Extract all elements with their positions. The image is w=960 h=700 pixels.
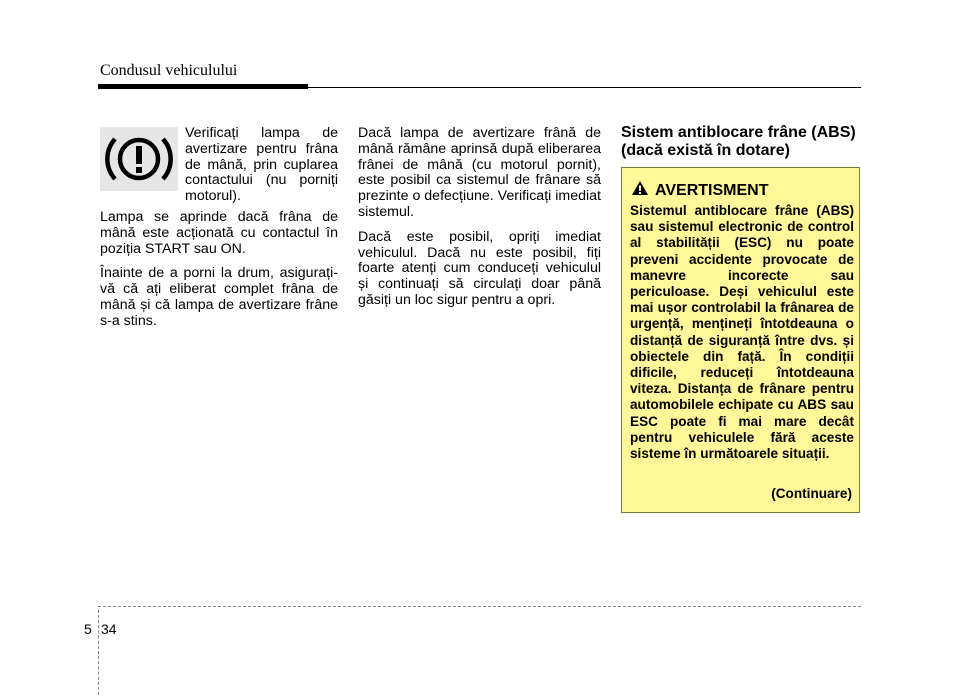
intro-text: Verificați lampa de avertizare pentru frâna de mână, prin cuplarea contactului (nu porniți motorul). [185,125,338,205]
warning-heading-text: AVERTISMENT [655,181,769,199]
paragraph: Dacă este posibil, opriți imediat vehiculul. Dacă nu este posibil, fiți foarte atenți cum conduceți vehiculul și continuați să circulați doar până găsiți un loc sigur pentru a opri. [358,228,601,308]
paragraph: Lampa se aprinde dacă frâna de mână este acționată cu contactul în poziția START sau ON. [100,209,338,257]
paragraph: Dacă lampa de avertizare frână de mână rămâne aprinsă după eliberarea frânei de mână (cu motorul pornit), este posibil ca sistemul de frânare să prezinte o defecțiune. Verificați imediat sistemul. [358,125,601,220]
paragraph: Înainte de a porni la drum, asigurați-vă că ați eliberat complet frâna de mână și că lampa de avertizare frâne s-a stins. [100,265,338,329]
footer-rule [98,606,861,607]
warning-heading [631,180,768,201]
abs-section-title [621,124,866,160]
header-thin-rule [98,87,861,88]
footer-vertical-rule [98,610,99,695]
column-1 [100,210,338,339]
warning-triangle-icon [631,180,649,201]
continued-label: (Continuare) [771,486,852,501]
column-2 [358,126,601,318]
abs-title-line: Sistem antiblocare frâne (ABS) [621,124,856,141]
page-header-title: Condusul vehiculului [100,62,238,79]
brake-warning-icon [100,127,178,191]
abs-title-subline: (dacă există în dotare) [621,142,790,159]
warning-box [621,167,860,513]
page-number: 34 [101,621,117,637]
warning-body: Sistemul antiblocare frâne (ABS) sau sistemul electronic de control al stabilității (ESC) nu poate preveni accidente provocate de manevre incorecte sau periculoase. Deși vehiculul este mai ușor controlabil la frânarea de urgență, mențineți întotdeauna o distanță de siguranță între dvs. și obiectele din față. În condiții dificile, reduceți întotdeauna viteza. Distanța de frânare pentru automobilele echipate cu ABS sau ESC poate fi mai mare decât pentru vehiculele fără aceste sisteme în următoarele situații. [630,203,854,462]
section-number: 5 [84,621,92,637]
brake-lamp-check-intro [185,126,338,205]
